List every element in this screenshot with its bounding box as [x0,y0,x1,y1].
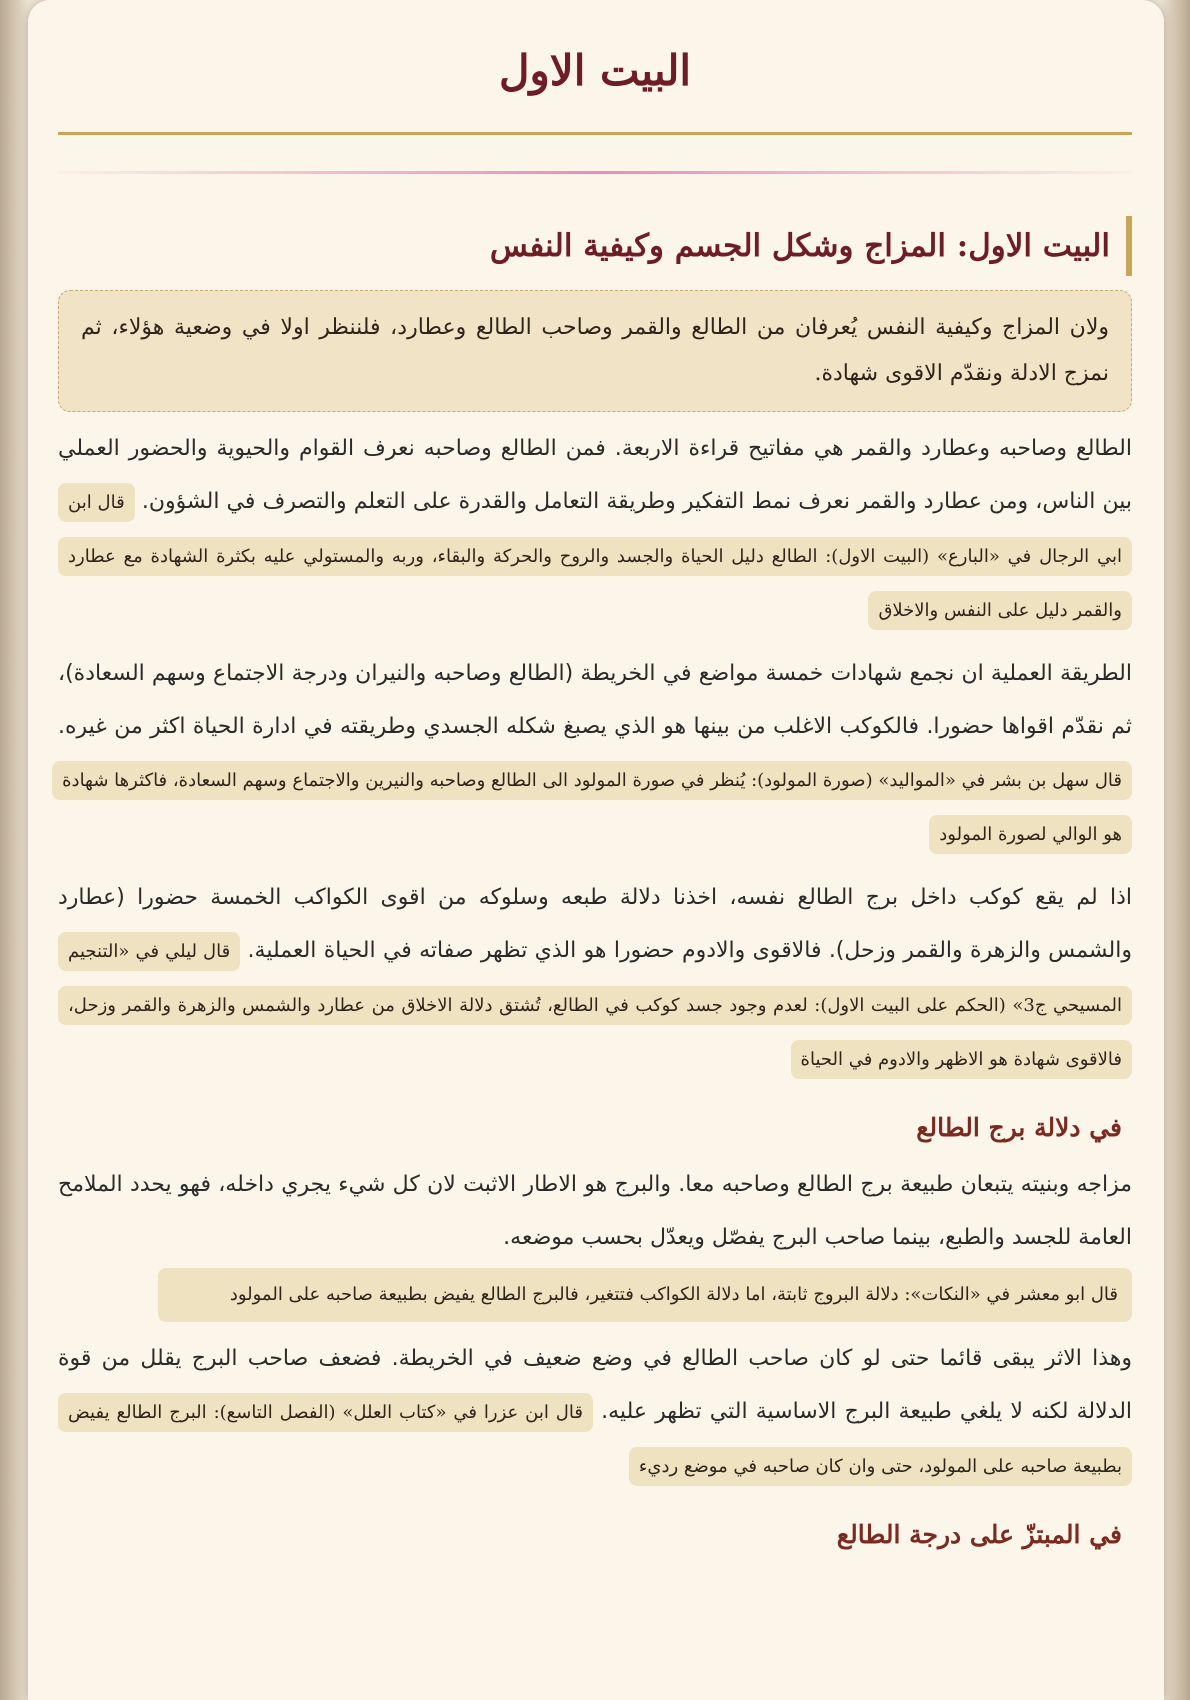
paragraph-text: وهذا الاثر يبقى قائما حتى لو كان صاحب الطالع في وضع ضعيف في الخريطة. فضعف صاحب البرج يقلل من قوة الدلالة لكنه لا يلغي طبيعة البرج الاساسية التي تظهر عليه. [58,1346,1133,1424]
paragraph-4: مزاجه وبنيته يتبعان طبيعة برج الطالع وصاحبه معا. والبرج هو الاطار الاثبت لان كل شيء يجري داخله، فهو يحدد الملامح العامة للجسد والطبع، بينما صاحب البرج يفصّل ويعدّل بحسب موضعه. [58,1172,1132,1250]
citation-quote: قال ليلي في «التنجيم المسيحي ج3» (الحكم على البيت الاول): لعدم وجود جسد كوكب في الطالع، تُشتق دلالة الاخلاق من عطارد والشمس والزهرة والقمر وزحل، فالاقوى شهادة هو الاظهر والادوم في الحياة [58,932,1132,1079]
paragraph-3 [58,871,1132,1086]
paragraph-5 [58,1332,1132,1493]
paragraph-text: الطالع وصاحبه وعطارد والقمر هي مفاتيح قراءة الاربعة. فمن الطالع وصاحبه نعرف القوام والحيوية والحضور العملي بين الناس، ومن عطارد والقمر نعرف نمط التفكير وطريقة التعامل والقدرة على التعلم والتصرف في الشؤون. [58,436,1133,514]
paragraph-1 [58,422,1132,637]
document-page [28,0,1164,1700]
subheading-ascendant-sign: في دلالة برج الطالع [916,1113,1122,1142]
decorative-divider [58,171,1132,174]
paragraph-2 [58,647,1132,861]
page-title: البيت الاول [498,46,692,95]
citation-quote: قال ابن ابي الرجال في «البارع» (البيت الاول): الطالع دليل الحياة والجسد والروح والحركة والبقاء، وربه والمستولي عليه بكثرة الشهادة مع عطارد والقمر دليل على النفس والاخلاق [58,483,1132,630]
title-divider [58,132,1132,135]
paragraph-text: الطريقة العملية ان نجمع شهادات خمسة مواضع في الخريطة (الطالع وصاحبه والنيران ودرجة الاجتماع وسهم السعادة)، ثم نقدّم اقواها حضورا. فالكوكب الاغلب من بينها هو الذي يصبغ شكله الجسدي وطريقته في ادارة الحياة اكثر من غيره. [58,661,1132,739]
intro-box: ولان المزاج وكيفية النفس يُعرفان من الطالع والقمر وصاحب الطالع وعطارد، فلننظر اولا في وضعية هؤلاء، ثم نمزج الادلة ونقدّم الاقوى شهادة. [58,290,1132,412]
section-heading: البيت الاول: المزاج وشكل الجسم وكيفية النفس [58,216,1132,276]
citation-quote: قال ابو معشر في «النكات»: دلالة البروج ثابتة، اما دلالة الكواكب فتتغير، فالبرج الطالع يفيض بطبيعة صاحبه على المولود [158,1268,1132,1322]
citation-quote: قال ابن عزرا في «كتاب العلل» (الفصل التاسع): البرج الطالع يفيض بطبيعة صاحبه على المولود، حتى وان كان صاحبه في موضع رديء [58,1393,1132,1486]
subheading-almuten: في المبتزّ على درجة الطالع [836,1520,1122,1549]
paragraph-text: اذا لم يقع كوكب داخل برج الطالع نفسه، اخذنا دلالة طبعه وسلوكه من اقوى الكواكب الخمسة حضورا (عطارد والشمس والزهرة والقمر وزحل). فالاقوى والادوم حضورا هو الذي تظهر صفاته في الحياة العملية. [58,885,1132,963]
citation-quote: قال سهل بن بشر في «المواليد» (صورة المولود): يُنظر في صورة المولود الى الطالع وصاحبه والنيرين والاجتماع وسهم السعادة، فاكثرها شهادة هو الوالي لصورة المولود [52,761,1132,854]
